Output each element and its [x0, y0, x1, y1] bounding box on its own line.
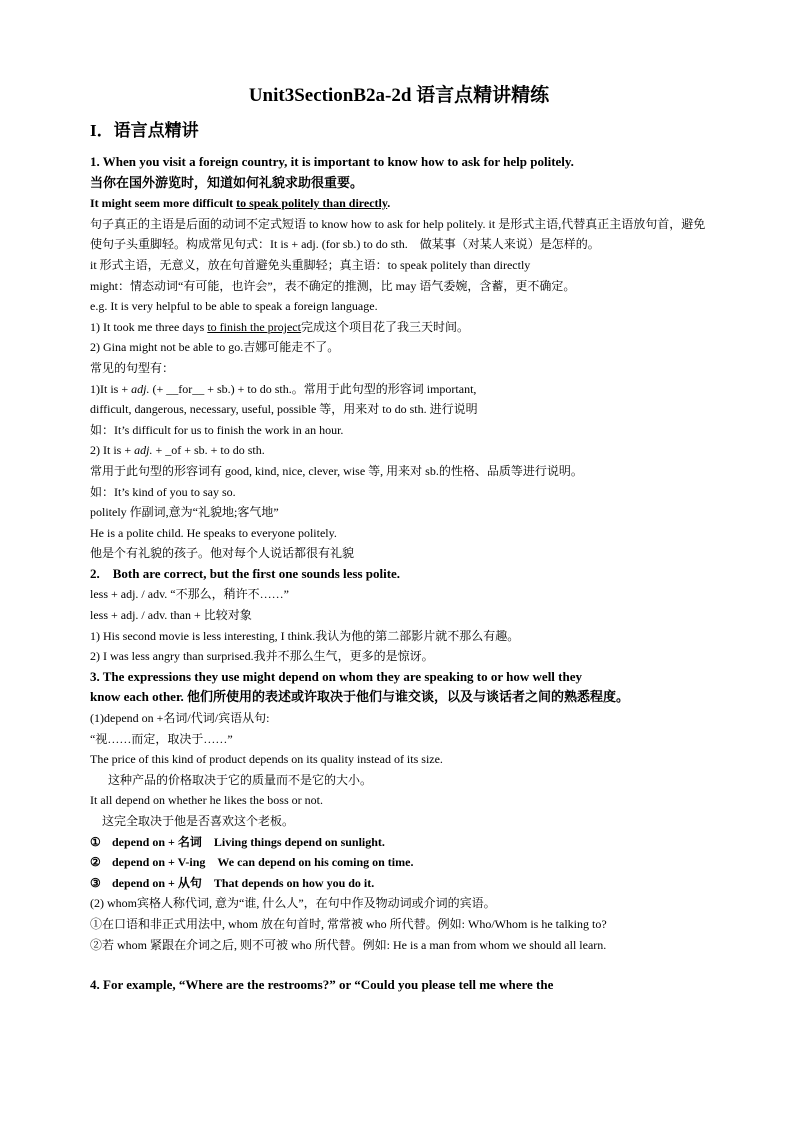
document-page — [90, 84, 708, 996]
ex1-underlined: to finish the project — [207, 319, 301, 334]
point4-sentence: 4. For example, “Where are the restrooms?” or “Could you please tell me where the — [90, 977, 554, 993]
section-heading: I．语言点精讲 — [90, 121, 199, 140]
whom-usage: (2) whom宾格人称代词, 意为“谁, 什么人”，在句中作及物动词或介词的宾语。 — [90, 896, 496, 911]
pattern1-b: (+ __for__ + sb.) + to do sth.。常用于此句型的形容词 important, — [149, 381, 477, 396]
depend-on-meaning: “视……而定，取决于……” — [90, 731, 233, 746]
circle-number-3: ③ — [90, 875, 101, 890]
politely-note: politely 作副词,意为“礼貌地;客气地” — [90, 505, 279, 520]
point2-example-1: 1) His second movie is less interesting, I think.我认为他的第二部影片就不那么有趣。 — [90, 628, 520, 643]
politely-example-en: He is a polite child. He speaks to everyone politely. — [90, 525, 337, 540]
pattern2-adjectives: 常用于此句型的形容词有 good, kind, nice, clever, wise 等, 用来对 sb.的性格、品质等进行说明。 — [90, 463, 583, 478]
pattern2 — [90, 440, 708, 461]
depend-on-example-zh: 这种产品的价格取决于它的质量而不是它的大小。 — [108, 772, 373, 787]
point2-less-1: less + adj. / adv. “不那么，稍许不……” — [90, 587, 289, 602]
point2-sentence: 2. Both are correct, but the first one sounds less polite. — [90, 565, 401, 581]
point2-example-2: 2) I was less angry than surprised.我并不那么生气，更多的是惊讶。 — [90, 649, 434, 664]
point1-example — [90, 193, 708, 214]
point1-sentence-en: 1. When you visit a foreign country, it is important to know how to ask for help politely. — [90, 154, 574, 169]
pattern2-b: + _of + sb. + to do sth. — [152, 443, 265, 458]
depend-on-usage: (1)depend on +名词/代词/宾语从句: — [90, 711, 270, 726]
point3-sentence-a: 3. The expressions they use might depend on whom they are speaking to or how well they — [90, 668, 582, 684]
pattern1-adjectives: difficult, dangerous, necessary, useful, possible 等，用来对 to do sth. 进行说明 — [90, 402, 478, 417]
depend-on-example-en: The price of this kind of product depends on its quality instead of its size. — [90, 752, 443, 767]
politely-example-zh: 他是个有礼貌的孩子。他对每个人说话都很有礼貌 — [90, 546, 355, 561]
common-patterns-label: 常见的句型有： — [90, 360, 175, 375]
point1-note-subject: 句子真正的主语是后面的动词不定式短语 to know how to ask for help politely. it 是形式主语,代替真正主语放句首，避免使句子头重脚轻。构成常见句式：It is + adj. (for sb.) to do sth. 做某事（对某人来说）是怎样的。 — [90, 216, 706, 252]
point1-example-1 — [90, 317, 708, 338]
ex1-post: 完成这个项目花了我三天时间。 — [300, 319, 469, 334]
point2-less-2: less + adj. / adv. than + 比较对象 — [90, 608, 252, 623]
depend-on-example2-zh: 这完全取决于他是否喜欢这个老板。 — [102, 814, 295, 828]
page-title: Unit3SectionB2a-2d 语言点精讲精练 — [248, 85, 550, 106]
depend-on-clause — [90, 873, 708, 894]
example-underlined: to speak politely than directly — [236, 196, 388, 211]
circle-number-2: ② — [90, 855, 101, 870]
point1-example-2: 2) Gina might not be able to go.吉娜可能走不了。 — [90, 340, 340, 355]
depend-on-clause-text: depend on + 从句 That depends on how you do it. — [112, 875, 375, 890]
depend-on-noun — [90, 832, 708, 853]
circle-number-1: ① — [90, 834, 101, 849]
pattern1 — [90, 379, 708, 400]
depend-on-ving — [90, 852, 708, 873]
point1-eg: e.g. It is very helpful to be able to speak a foreign language. — [90, 299, 378, 314]
pattern1-example: 如：It’s difficult for us to finish the work in an hour. — [90, 422, 344, 437]
pattern1-adj: adj. — [131, 381, 150, 396]
example-post: . — [387, 196, 391, 211]
example-pre: It might seem more difficult — [90, 196, 237, 211]
pattern1-a: 1)It is + — [90, 381, 132, 396]
pattern2-example: 如：It’s kind of you to say so. — [90, 484, 236, 499]
pattern2-adj: adj. — [134, 443, 153, 458]
whom-note-2: ②若 whom 紧跟在介词之后, 则不可被 who 所代替。例如: He is a man from whom we should all learn. — [90, 937, 607, 952]
point3-sentence-b: know each other. 他们所使用的表述或许取决于他们与谁交谈，以及与谈话者之间的熟悉程度。 — [90, 689, 630, 705]
depend-on-example2-en: It all depend on whether he likes the boss or not. — [90, 793, 323, 808]
depend-on-ving-text: depend on + V-ing We can depend on his coming on time. — [112, 855, 414, 870]
point1-note-it: it 形式主语，无意义，放在句首避免头重脚轻；真主语：to speak politely than directly — [90, 257, 531, 272]
spacer — [90, 955, 708, 975]
depend-on-noun-text: depend on + 名词 Living things depend on sunlight. — [112, 834, 385, 849]
pattern2-a: 2) It is + — [90, 443, 135, 458]
point1-note-might: might：情态动词“有可能，也许会”，表不确定的推测，比 may 语气委婉，含蓄，更不确定。 — [90, 278, 576, 293]
point1-sentence-zh: 当你在国外游览时，知道如何礼貌求助很重要。 — [90, 174, 364, 190]
ex1-pre: 1) It took me three days — [90, 319, 208, 334]
whom-note-1: ①在口语和非正式用法中, whom 放在句首时, 常常被 who 所代替。例如: Who/Whom is he talking to? — [90, 916, 607, 931]
